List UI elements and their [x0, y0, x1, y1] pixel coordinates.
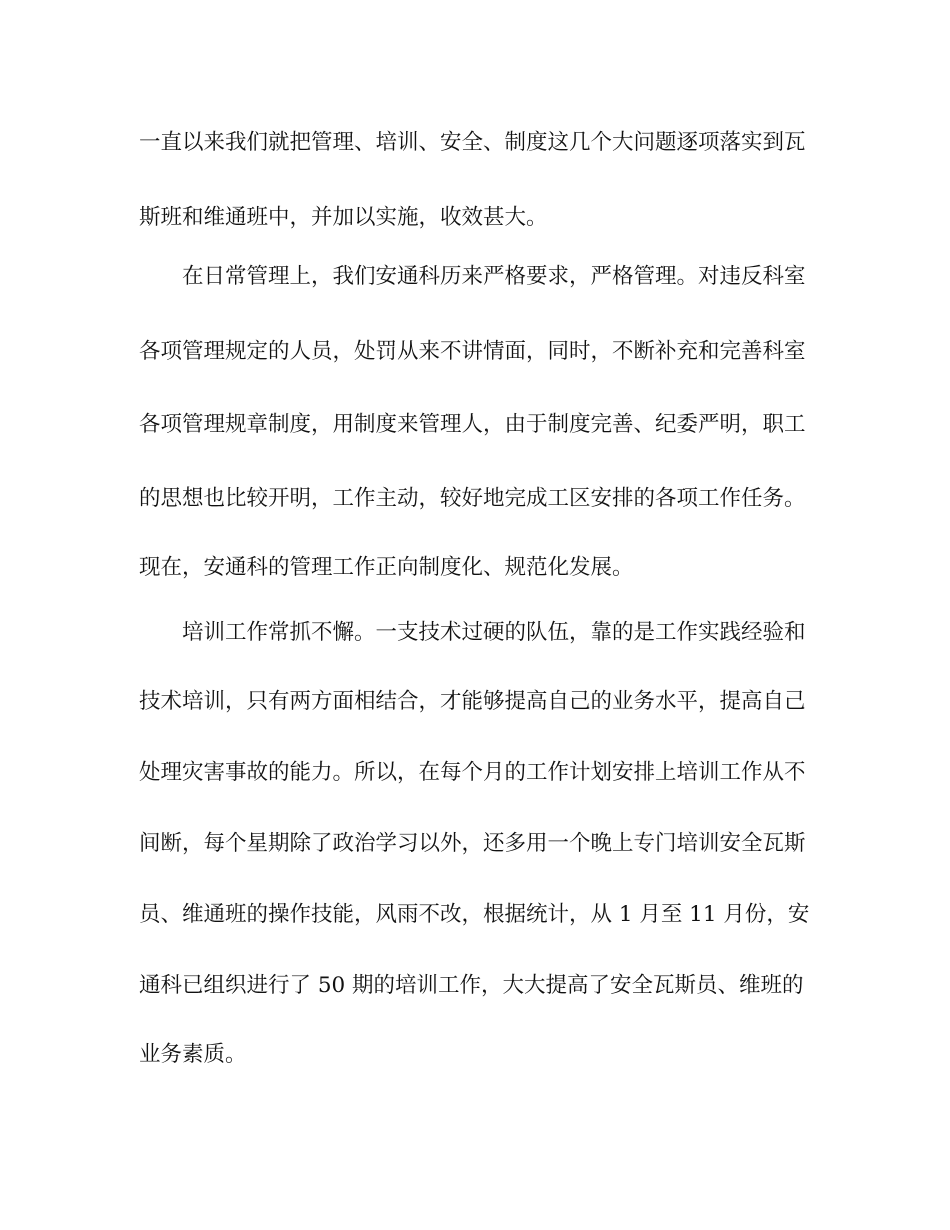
text-line: 员、维通班的操作技能，风雨不改，根据统计，从 1 月至 11 月份，安 — [139, 902, 810, 927]
text-line: 业务素质。 — [139, 1042, 247, 1067]
text-line: 一直以来我们就把管理、培训、安全、制度这几个大问题逐项落实到瓦 — [139, 130, 806, 155]
paragraph-first-line: 在日常管理上，我们安通科历来严格要求，严格管理。对违反科室 — [182, 264, 806, 289]
text-line: 现在，安通科的管理工作正向制度化、规范化发展。 — [139, 555, 634, 580]
paragraph-first-line: 培训工作常抓不懈。一支技术过硬的队伍，靠的是工作实践经验和 — [182, 620, 806, 645]
text-line: 各项管理规章制度，用制度来管理人，由于制度完善、纪委严明，职工 — [139, 412, 806, 437]
text-line: 各项管理规定的人员，处罚从来不讲情面，同时，不断补充和完善科室 — [139, 339, 806, 364]
text-line: 的思想也比较开明，工作主动，较好地完成工区安排的各项工作任务。 — [139, 486, 806, 511]
text-line: 间断，每个星期除了政治学习以外，还多用一个晚上专门培训安全瓦斯 — [139, 831, 806, 856]
text-line: 斯班和维通班中，并加以实施，收效甚大。 — [139, 205, 548, 230]
text-line: 通科已组织进行了 50 期的培训工作，大大提高了安全瓦斯员、维班的 — [139, 973, 804, 998]
text-line: 技术培训，只有两方面相结合，才能够提高自己的业务水平，提高自己 — [139, 689, 806, 714]
text-line: 处理灾害事故的能力。所以，在每个月的工作计划安排上培训工作从不 — [139, 760, 806, 785]
